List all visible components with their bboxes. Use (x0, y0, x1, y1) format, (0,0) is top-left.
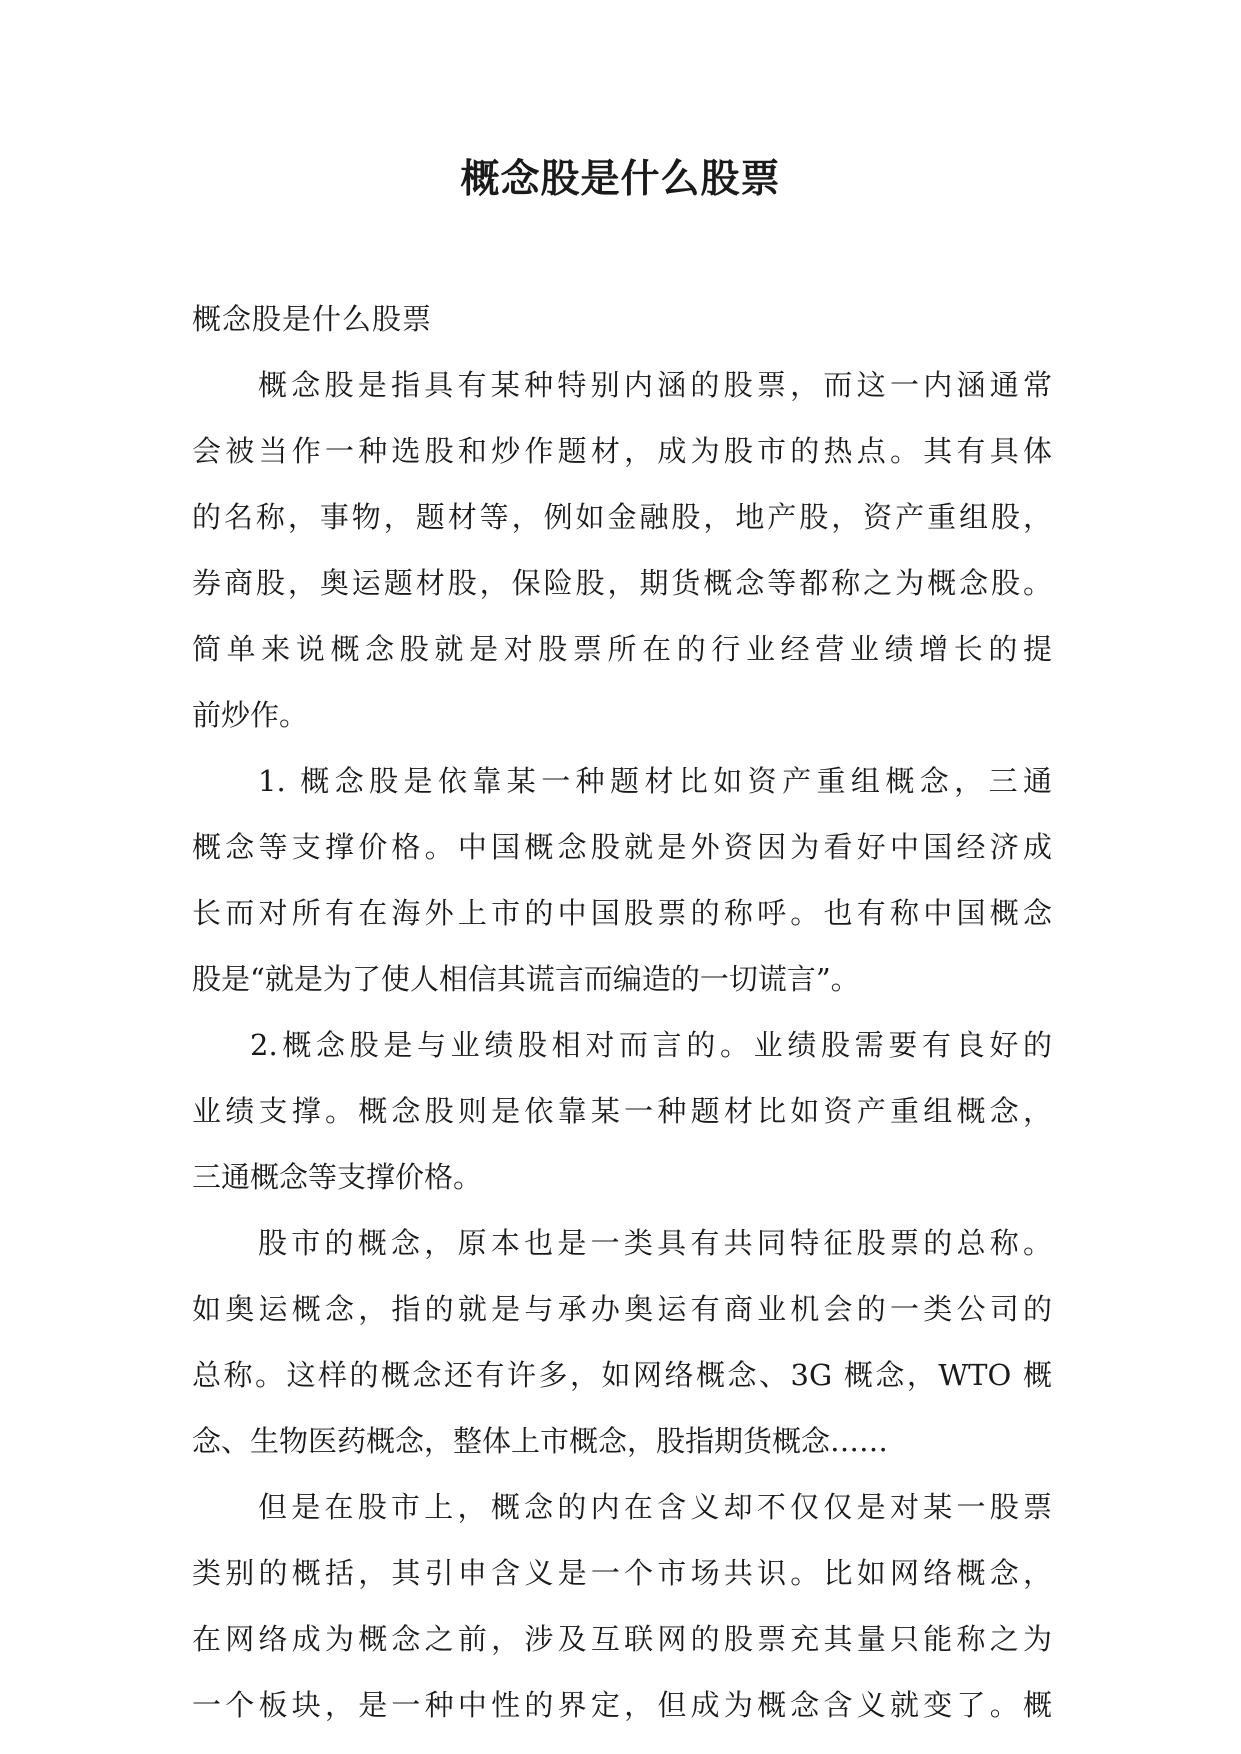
paragraph-line: 在网络成为概念之前，涉及互联网的股票充其量只能称之为 (192, 1622, 1052, 1656)
paragraph (192, 1012, 1052, 1210)
paragraph-line: 前炒作。 (192, 698, 309, 732)
paragraph-line: 概念等支撑价格。中国概念股就是外资因为看好中国经济成 (192, 830, 1052, 864)
paragraph-line: 的名称，事物，题材等，例如金融股，地产股，资产重组股， (192, 500, 1052, 534)
paragraph (192, 1210, 1052, 1474)
document-title: 概念股是什么股票 (460, 157, 781, 202)
paragraph (192, 748, 1052, 1012)
paragraph-line: 长而对所有在海外上市的中国股票的称呼。也有称中国概念 (192, 896, 1052, 930)
paragraph (192, 1474, 1052, 1738)
paragraph (192, 352, 1052, 748)
paragraph-line: 总称。这样的概念还有许多，如网络概念、3G 概念，WTO 概 (192, 1358, 1052, 1392)
paragraph-line: 股是“就是为了使人相信其谎言而编造的一切谎言”。 (192, 962, 860, 996)
paragraph-line: 会被当作一种选股和炒作题材，成为股市的热点。其有具体 (192, 434, 1052, 468)
paragraph-line: 2.概念股是与业绩股相对而言的。业绩股需要有良好的 (250, 1028, 1052, 1062)
paragraph-line: 业绩支撑。概念股则是依靠某一种题材比如资产重组概念， (192, 1094, 1052, 1128)
paragraph-line: 券商股，奥运题材股，保险股，期货概念等都称之为概念股。 (192, 566, 1052, 600)
paragraph-line: 概念股是指具有某种特别内涵的股票，而这一内涵通常 (258, 368, 1052, 402)
paragraph-line: 念、生物医药概念，整体上市概念，股指期货概念…… (192, 1424, 889, 1458)
paragraph-line: 一个板块，是一种中性的界定，但成为概念含义就变了。概 (192, 1688, 1052, 1722)
paragraph-line: 如奥运概念，指的就是与承办奥运有商业机会的一类公司的 (192, 1292, 1052, 1326)
paragraph-line: 简单来说概念股就是对股票所在的行业经营业绩增长的提 (192, 632, 1052, 666)
document-body (192, 286, 1052, 1738)
paragraph-line: 1. 概念股是依靠某一种题材比如资产重组概念，三通 (258, 764, 1052, 798)
paragraph-line: 类别的概括，其引申含义是一个市场共识。比如网络概念， (192, 1556, 1052, 1590)
paragraph-line: 三通概念等支撑价格。 (192, 1160, 483, 1194)
paragraph-line: 股市的概念，原本也是一类具有共同特征股票的总称。 (258, 1226, 1052, 1260)
document-subheading: 概念股是什么股票 (192, 302, 433, 336)
paragraph-line: 但是在股市上，概念的内在含义却不仅仅是对某一股票 (258, 1490, 1052, 1524)
